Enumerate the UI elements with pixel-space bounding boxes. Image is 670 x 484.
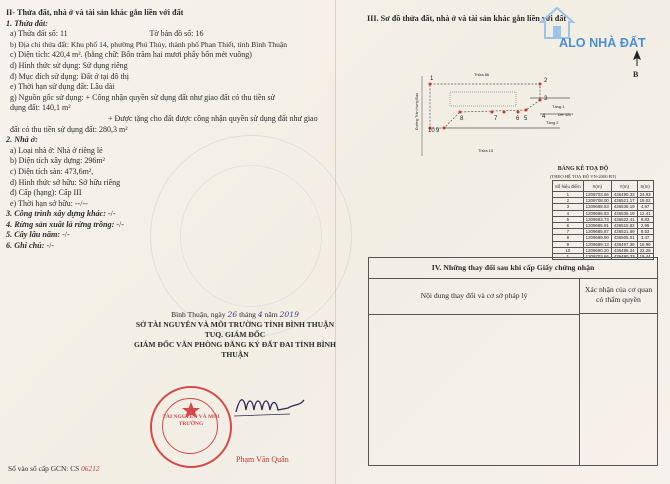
coord-table-cell: 436505.01	[611, 235, 637, 241]
coord-table-cell: 436539.19	[611, 204, 637, 210]
coord-table-cell: 436490.33	[611, 254, 637, 260]
logo-text: ALO NHÀ ĐẤT	[559, 36, 646, 50]
coord-table-cell: 1209689.90	[583, 235, 611, 241]
perennial-trees: 5. Cây lâu năm: -/-	[6, 230, 70, 240]
map-label-area: DH: 420ᵐ	[558, 113, 574, 117]
coord-table-cell: 1209686.83	[583, 210, 611, 216]
house-ownership: d) Hình thức sở hữu: Sở hữu riêng	[10, 177, 121, 187]
coord-table-cell: 1209690.20	[583, 247, 611, 253]
coord-table-cell: 436521.17	[611, 198, 637, 204]
stamp-text: TÀI NGUYÊN VÀ MÔI TRƯỜNG	[162, 414, 220, 427]
land-parcel-no: a) Thửa đất số: 11	[10, 29, 68, 39]
house-type: a) Loại nhà ở: Nhà ở riêng lẻ	[10, 145, 103, 155]
point-label-4: 4	[542, 114, 546, 120]
coord-table-cell: 8	[553, 235, 584, 241]
coord-table-cell: 436536.19	[611, 210, 637, 216]
house-heading: 2. Nhà ở:	[6, 135, 38, 145]
coord-table-cell: 22.28	[637, 247, 653, 253]
coord-table-header: Số hiệu điểm X(m) Y(m) S(m)	[553, 181, 654, 192]
production-forest: 4. Rừng sản xuất là rừng trồng: -/-	[6, 219, 124, 229]
coord-table-cell: 4	[553, 210, 584, 216]
coord-table-cell: 24.93	[637, 192, 653, 198]
map-label-house2: Tầng 2	[546, 120, 559, 125]
land-area: c) Diện tích: 420,4 m². (bằng chữ: Bốn trăm hai mươi phẩy bốn mét vuông)	[10, 50, 252, 60]
coord-table-title: BẢNG KÊ TOẠ ĐỘ (THEO HỆ TOẠ ĐỘ VN-2000 BT)	[549, 166, 617, 179]
coord-table-cell: 4.97	[637, 204, 653, 210]
coord-table-cell: 1209685.87	[583, 229, 611, 235]
coord-table-cell: 1	[553, 254, 584, 260]
changes-title: IV. Những thay đổi sau khi cấp Giấy chứng nhận	[369, 258, 657, 279]
coord-table-cell: 16.99	[637, 241, 653, 247]
coord-table-cell: 436521.59	[611, 229, 637, 235]
other-construction: 3. Công trình xây dựng khác: -/-	[6, 209, 116, 219]
serial-number: 06212	[81, 464, 100, 473]
issue-day: 26	[227, 310, 238, 319]
serial-label: Số vào sổ cấp GCN: CS	[8, 464, 80, 473]
coord-table-cell: 3.47	[637, 235, 653, 241]
land-use-form: d) Hình thức sử dụng: Sử dụng riêng	[10, 60, 128, 70]
land-use-purpose: đ) Mục đích sử dụng: Đất ở tại đô thị	[10, 71, 129, 81]
map-label-house1: Tầng 1	[552, 104, 565, 109]
issue-year: 2019	[279, 310, 299, 319]
point-label-2: 2	[544, 78, 548, 84]
coord-table-cell: 6	[553, 223, 584, 229]
official-stamp	[150, 386, 232, 468]
house-floor-area: c) Diện tích sàn: 473,6m²,	[10, 166, 94, 176]
point-label-3: 3	[544, 96, 548, 102]
land-address: b) Địa chỉ thửa đất: Khu phố 14, phường Phú Thủy, thành phố Phan Thiết, tỉnh Bình Thuận	[10, 39, 288, 49]
changes-col-content: Nội dung thay đổi và cơ sở pháp lý	[369, 278, 580, 315]
notes: 6. Ghi chú: -/-	[6, 241, 55, 251]
coord-table	[552, 180, 654, 260]
north-label: B	[633, 70, 639, 79]
land-origin-4: đất có thu tiền sử dụng đất: 280,3 m²	[10, 124, 128, 134]
coord-table-cell: 436515.82	[611, 223, 637, 229]
coord-table-cell: 1209703.66	[583, 254, 611, 260]
coord-table-cell: 19.44	[637, 254, 653, 260]
coord-table-cell: 3	[553, 204, 584, 210]
changes-box	[368, 257, 658, 466]
coord-table-cell: 1209683.73	[583, 216, 611, 222]
land-origin-1: g) Nguồn gốc sử dụng: + Công nhận quyền sử dụng đất như giao đất có thu tiền sử	[10, 92, 275, 102]
coord-table-cell: 1209708.00	[583, 198, 611, 204]
land-heading: 1. Thửa đất:	[6, 18, 48, 28]
changes-col-confirm: Xác nhận của cơ quan có thẩm quyền	[580, 278, 657, 314]
issue-date: Bình Thuận, ngày 26 tháng 4 năm 2019	[171, 310, 299, 319]
serial-entry	[8, 464, 100, 473]
map-label-road: Đường Trần Hưng Đạo	[415, 92, 419, 130]
coord-table-cell: 1209689.13	[583, 241, 611, 247]
coord-table-cell: 436490.33	[611, 192, 637, 198]
issue-month: 4	[257, 310, 263, 319]
coord-table-cell: 7	[553, 229, 584, 235]
coord-table-cell: 2	[553, 198, 584, 204]
land-use-term: e) Thời hạn sử dụng đất: Lâu dài	[10, 82, 115, 92]
department-name: SỞ TÀI NGUYÊN VÀ MÔI TRƯỜNG TỈNH BÌNH THUẬN	[135, 320, 335, 329]
coord-table-cell: 436497.39	[611, 241, 637, 247]
signature-scrawl	[230, 388, 310, 422]
coord-table-cell: 9	[553, 241, 584, 247]
point-label-9: 9	[436, 128, 440, 134]
coord-table-cell: 12.41	[637, 210, 653, 216]
coord-table-cell: 15.02	[637, 198, 653, 204]
map-label-t86: Thửa 86	[474, 72, 490, 77]
land-origin-2: dụng đất: 140,1 m²	[10, 103, 71, 113]
coord-table-cell: 9.83	[637, 216, 653, 222]
coord-table-cell: 5	[553, 216, 584, 222]
site-logo	[535, 2, 665, 50]
house-grade: đ) Cấp (hạng): Cấp III	[10, 188, 82, 198]
parcel-map	[400, 70, 580, 160]
coord-table-cell: 1209703.66	[583, 192, 611, 198]
signer-name: Phạm Văn Quân	[236, 455, 289, 464]
point-label-10: 10	[428, 128, 435, 134]
land-origin-3: + Được tặng cho đất được công nhận quyền sử dụng đất như giao	[108, 113, 318, 123]
coord-table-cell: 1	[553, 192, 584, 198]
land-parcel-row	[6, 29, 331, 40]
office-director: GIÁM ĐỐC VĂN PHÒNG ĐĂNG KÝ ĐẤT ĐAI TỈNH BÌNH THUẬN	[134, 340, 336, 359]
coord-table-cell: 436496.34	[611, 247, 637, 253]
coord-table-cell: 10	[553, 247, 584, 253]
coord-table-cell: 1209688.53	[583, 204, 611, 210]
left-panel	[6, 8, 331, 252]
point-label-1: 1	[430, 76, 434, 82]
authorization: TUQ. GIÁM ĐỐC	[204, 330, 266, 339]
section-iii-title: III. Sơ đồ thửa đất, nhà ở và tài sản khác gắn liền với đất	[367, 14, 567, 23]
point-label-7: 7	[494, 116, 498, 122]
house-build-area: b) Diện tích xây dựng: 296m²	[10, 156, 105, 166]
point-label-5: 5	[524, 116, 528, 122]
coord-table-cell: 2.95	[637, 223, 653, 229]
point-label-8: 8	[460, 116, 464, 122]
coord-table-cell: 436522.41	[611, 216, 637, 222]
coord-table-cell: 1209685.91	[583, 223, 611, 229]
coord-table-cell: 8.53	[637, 229, 653, 235]
section-ii-title: II- Thửa đất, nhà ở và tài sản khác gắn liền với đất	[6, 8, 184, 17]
land-map-sheet: Tờ bản đồ số: 16	[149, 29, 204, 39]
map-label-t13: Thửa 13	[478, 148, 494, 153]
house-term: e) Thời hạn sở hữu: --/--	[10, 198, 88, 208]
signature-block	[120, 310, 350, 360]
point-label-6: 6	[516, 116, 520, 122]
